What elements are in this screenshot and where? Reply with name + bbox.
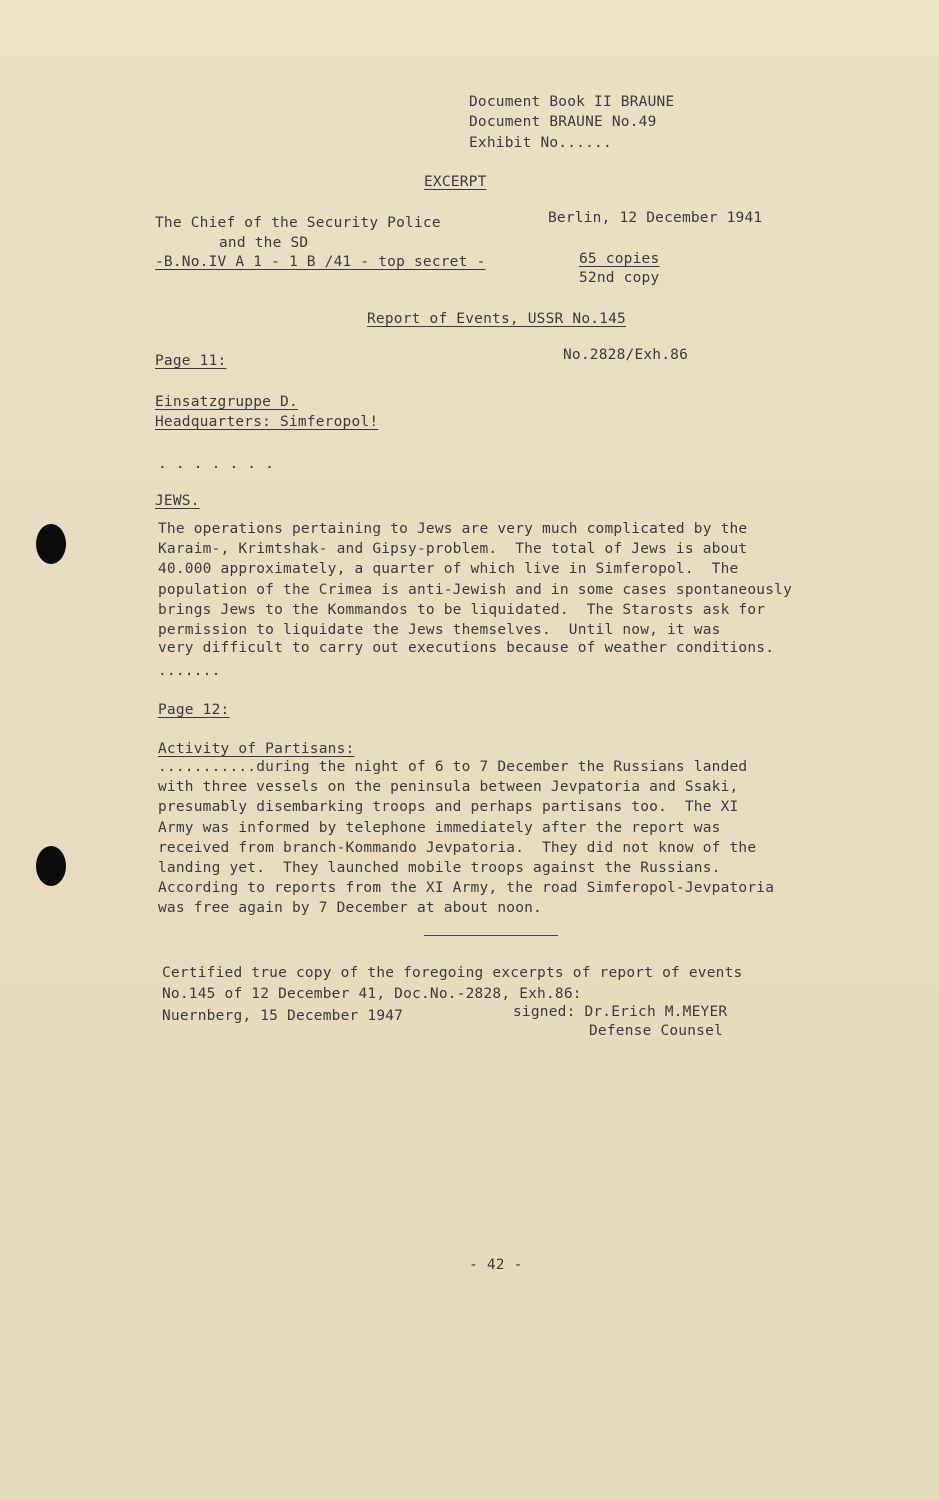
jews-line: The operations pertaining to Jews are very much complicated by the xyxy=(158,521,748,537)
report-title: Report of Events, USSR No.145 xyxy=(367,311,626,327)
partisans-line: ...........during the night of 6 to 7 December the Russians landed xyxy=(158,759,748,775)
sender-line-2: and the SD xyxy=(219,235,309,251)
omission-dots: . . . . . . . xyxy=(158,456,275,472)
signature-line: signed: Dr.Erich M.MEYER xyxy=(513,1004,728,1020)
partisans-heading: Activity of Partisans: xyxy=(158,741,355,757)
partisans-line: received from branch-Kommando Jevpatoria. They did not know of the xyxy=(158,840,757,856)
jews-heading: JEWS. xyxy=(155,493,200,509)
document-reference: No.2828/Exh.86 xyxy=(563,347,689,363)
doc-book-line: Document Book II BRAUNE xyxy=(469,94,675,110)
jews-line: 40.000 approximately, a quarter of which live in Simferopol. The xyxy=(158,561,739,577)
certification-place-date: Nuernberg, 15 December 1947 xyxy=(162,1008,404,1024)
certification-line: No.145 of 12 December 41, Doc.No.-2828, Exh.86: xyxy=(162,986,582,1002)
jews-line: population of the Crimea is anti-Jewish and in some cases spontaneously xyxy=(158,582,793,598)
jews-line: permission to liquidate the Jews themselves. Until now, it was xyxy=(158,622,721,638)
unit-headquarters: Headquarters: Simferopol! xyxy=(155,414,379,430)
page-11-label: Page 11: xyxy=(155,353,227,369)
certification-line: Certified true copy of the foregoing excerpts of report of events xyxy=(162,965,743,981)
excerpt-title: EXCERPT xyxy=(424,174,487,190)
exhibit-line: Exhibit No...... xyxy=(469,135,612,151)
reference-line: -B.No.IV A 1 - 1 B /41 - top secret - xyxy=(155,254,486,270)
jews-line: brings Jews to the Kommandos to be liquidated. The Starosts ask for xyxy=(158,602,766,618)
partisans-line: Army was informed by telephone immediately after the report was xyxy=(158,820,721,836)
place-date: Berlin, 12 December 1941 xyxy=(548,210,763,226)
page-12-label: Page 12: xyxy=(158,702,230,718)
copy-number: 52nd copy xyxy=(579,270,660,286)
partisans-line: was free again by 7 December at about noon. xyxy=(158,900,542,916)
partisans-line: presumably disembarking troops and perhaps partisans too. The XI xyxy=(158,799,739,815)
punch-hole xyxy=(36,846,66,886)
jews-line: Karaim-, Krimtshak- and Gipsy-problem. The total of Jews is about xyxy=(158,541,748,557)
partisans-line: landing yet. They launched mobile troops against the Russians. xyxy=(158,860,721,876)
sender-line-1: The Chief of the Security Police xyxy=(155,215,441,231)
partisans-line: According to reports from the XI Army, the road Simferopol-Jevpatoria xyxy=(158,880,775,896)
page-number: - 42 - xyxy=(469,1257,523,1273)
partisans-line: with three vessels on the peninsula between Jevpatoria and Ssaki, xyxy=(158,779,739,795)
punch-hole xyxy=(36,524,66,564)
doc-number-line: Document BRAUNE No.49 xyxy=(469,114,657,130)
omission-dots: ....... xyxy=(158,663,221,679)
unit-name: Einsatzgruppe D. xyxy=(155,394,298,410)
jews-line: very difficult to carry out executions because of weather conditions. xyxy=(158,640,775,656)
copies-total: 65 copies xyxy=(579,251,660,267)
signature-role: Defense Counsel xyxy=(589,1023,723,1039)
section-divider xyxy=(424,935,558,936)
